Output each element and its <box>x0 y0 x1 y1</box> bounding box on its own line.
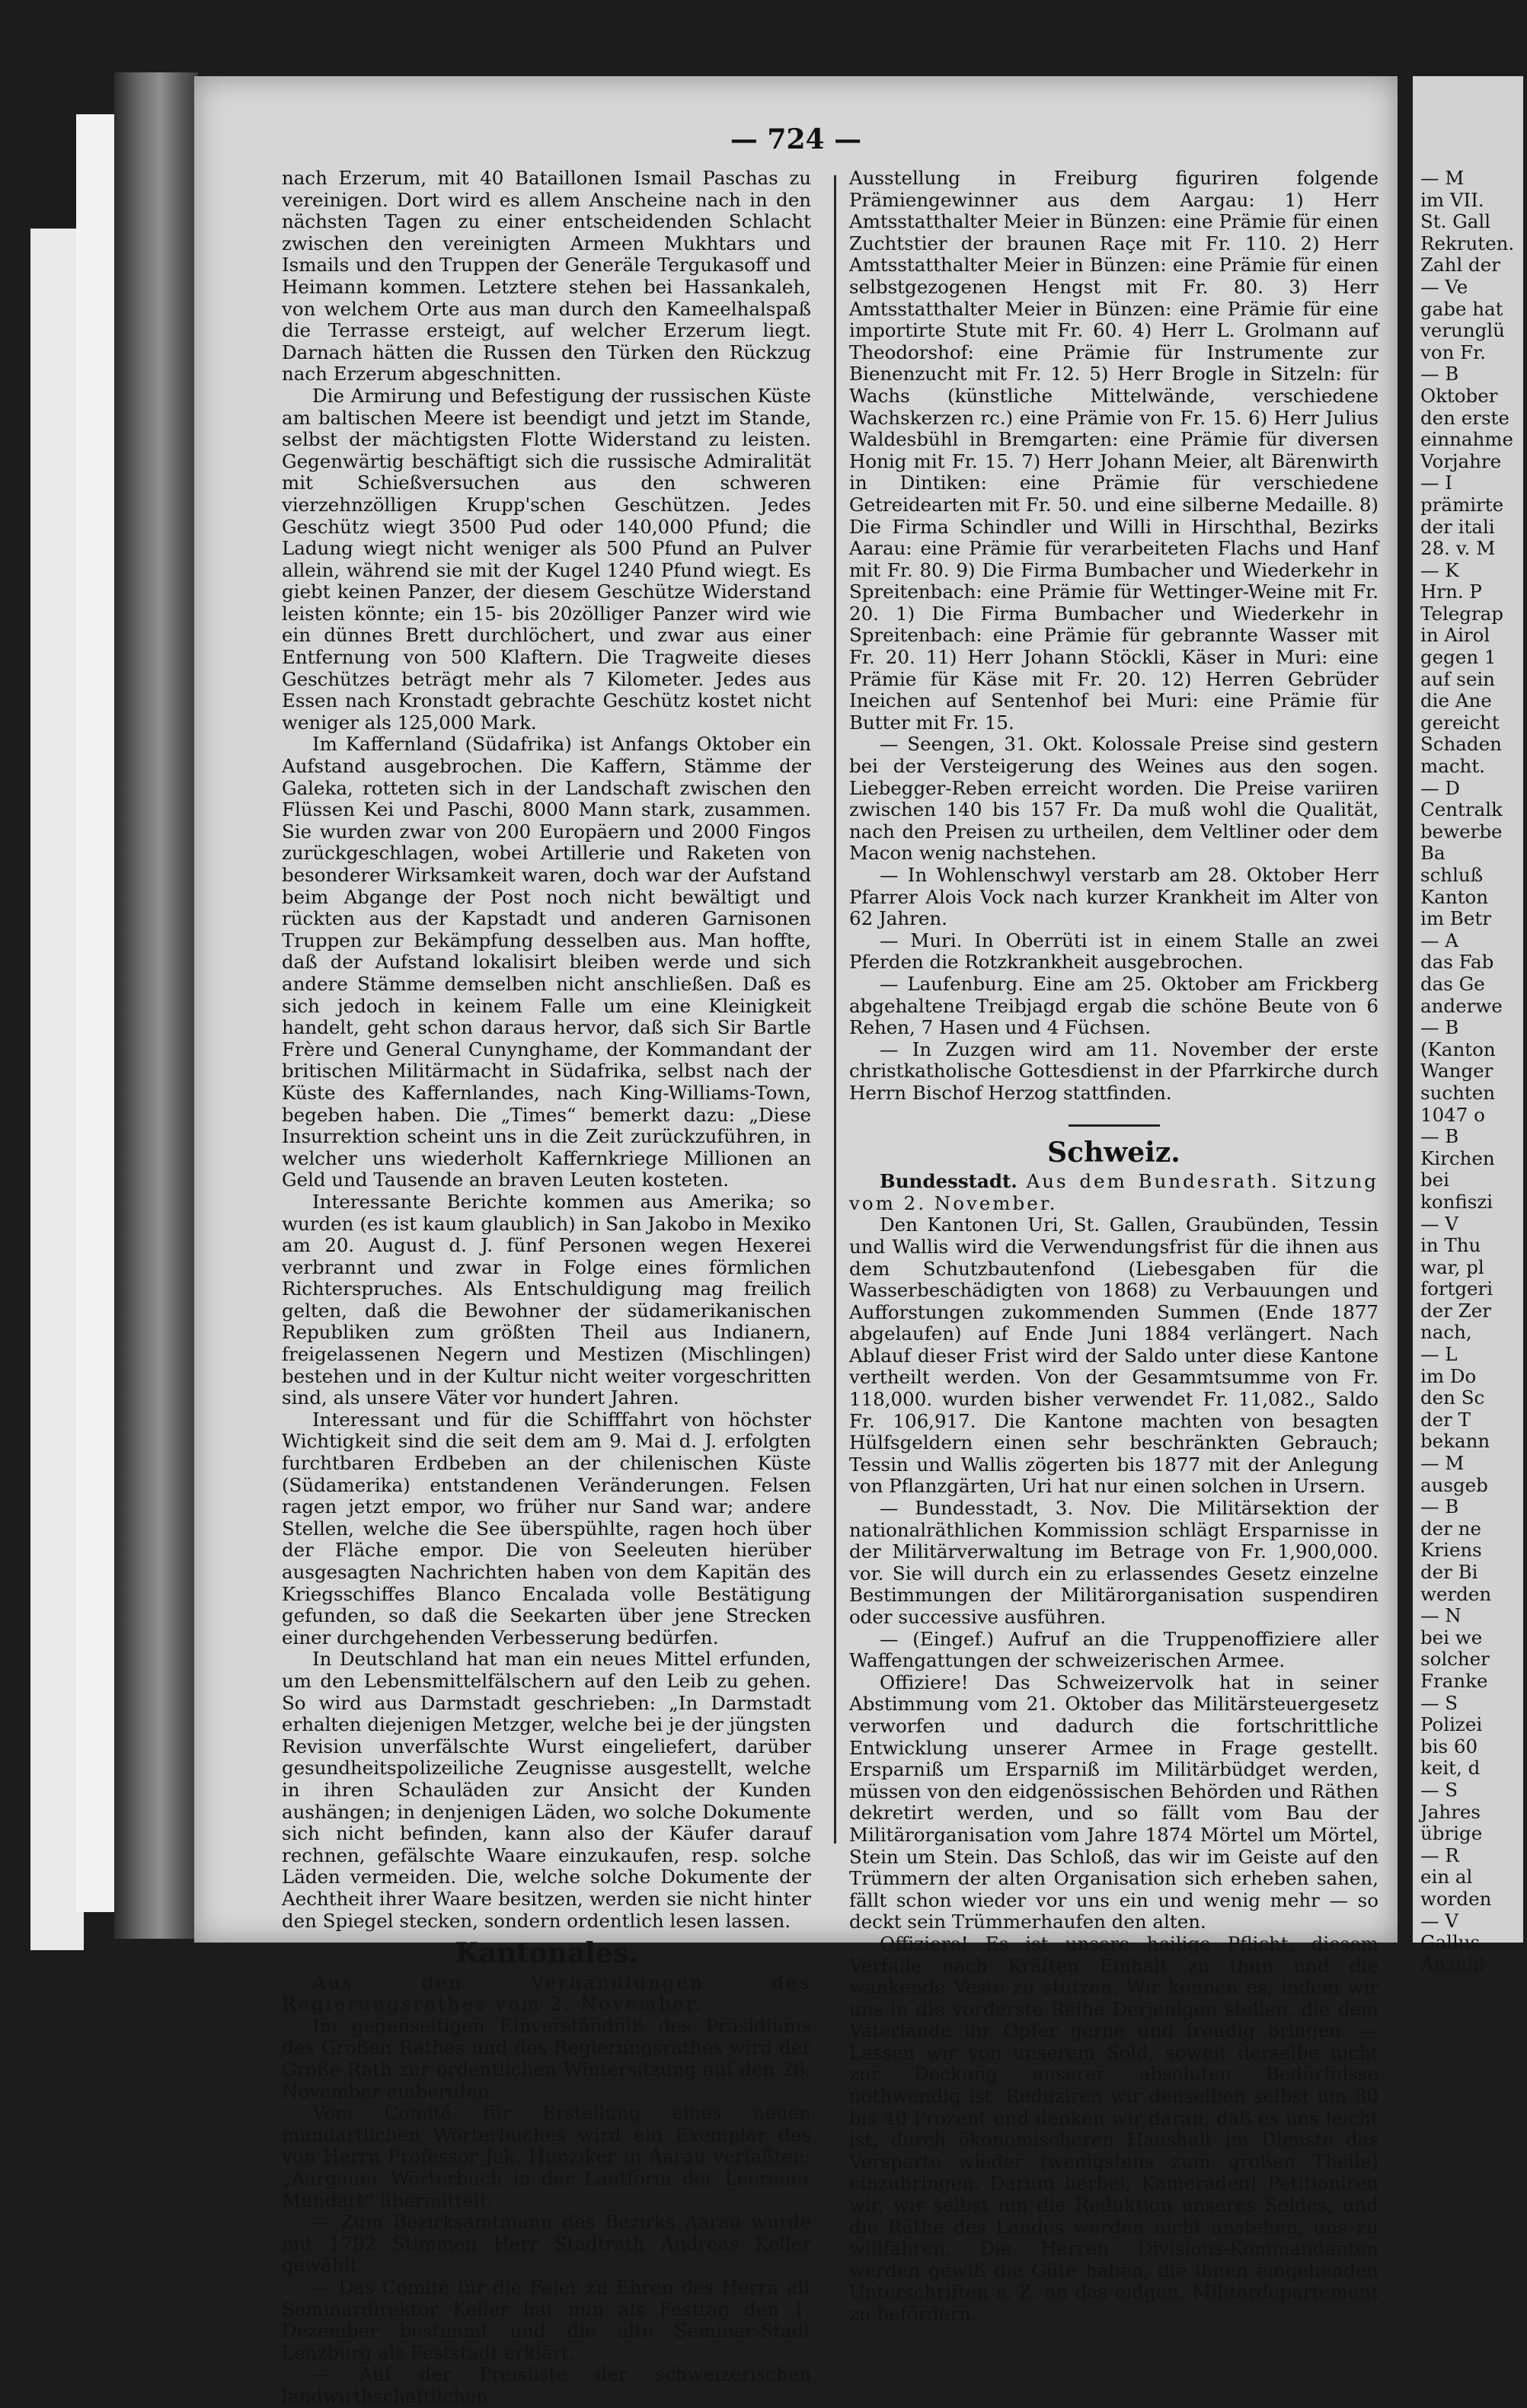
next-page-line: Kirchen <box>1420 1146 1495 1169</box>
article-paragraph: nach Erzerum, mit 40 Bataillonen Ismail Paschas zu vereinigen. Dort wird es allem Anscheine nach in den nächsten Tagen zu einer entscheidenden Schlacht zwischen den vereinigten Armeen Mukhtars und Ismails und den Truppen der Generäle Tergukasoff und Heimann kommen. Letztere stehen bei Hassankaleh, von welchem Orte aus man durch den Kameelhalspaß die Terrasse ersteigt, auf welcher Erzerum liegt. Darnach hätten die Russen den Türken den Rückzug nach Erzerum abgeschnitten. <box>282 167 811 385</box>
next-page-line: — V <box>1420 1909 1458 1932</box>
schweiz-articles <box>849 1214 1378 2325</box>
article-paragraph: Im Kaffernland (Südafrika) ist Anfangs Oktober ein Aufstand ausgebrochen. Die Kaffern, Stämme der Galeka, rotteten sich in der Landschaft zwischen den Flüssen Kei und Paschi, 8000 Mann stark, zusammen. Sie wurden zwar von 200 Europäern und 2000 Fingos zurückgeschlagen, wobei Artillerie und Raketen von besonderer Wirksamkeit waren, doch war der Aufstand beim Abgange der Post noch nicht bewältigt und rückten aus der Kapstadt und anderen Garnisonen Truppen zur Bekämpfung desselben aus. Man hoffte, daß der Aufstand lokalisirt bleiben werde und sich andere Stämme demselben nicht anschließen. Daß es sich jedoch in keinem Falle um eine Kleinigkeit handelt, geht schon daraus hervor, daß sich Sir Bartle Frère und General Cunynghame, der Kommandant der britischen Militärmacht in Südafrika, selbst nach der Küste des Kaffernlandes, nach King-Williams-Town, begeben haben. Die „Times“ bemerkt dazu: „Diese Insurrektion scheint uns in die Zeit zurückzuführen, in welcher uns wiederholt Kaffernkriege Millionen an Geld und Tausende an braven Leuten kosteten. <box>282 733 811 1191</box>
next-page-line: — S <box>1420 1778 1458 1801</box>
next-page-line: gereicht <box>1420 711 1500 734</box>
next-page-line: konfiszi <box>1420 1190 1493 1213</box>
next-page-line: — I <box>1420 472 1452 494</box>
next-page-line: Hrn. P <box>1420 580 1482 603</box>
page-number: — 724 — <box>730 123 862 155</box>
next-page-line: keit, d <box>1420 1757 1481 1780</box>
next-page-line: — D <box>1420 776 1460 799</box>
next-page-line: macht. <box>1420 755 1485 778</box>
kantonales-heading: Kantonales. <box>455 1937 638 1970</box>
next-page-line: Kriens <box>1420 1539 1482 1562</box>
next-page-line: im Betr <box>1420 907 1491 930</box>
next-page-line: Wanger <box>1420 1060 1493 1082</box>
next-page-line: Anzahl <box>1420 1952 1485 1975</box>
article-paragraph: — Laufenburg. Eine am 25. Oktober am Frickberg abgehaltene Treibjagd ergab die schöne Beute von 6 Rehen, 7 Hasen und 4 Füchsen. <box>849 972 1378 1039</box>
next-page-line: bei <box>1420 1169 1450 1191</box>
book-edge <box>114 72 198 1939</box>
article-paragraph: Interessant und für die Schifffahrt von höchster Wichtigkeit sind die seit dem am 9. Mai d. J. erfolgten furchtbaren Erdbeben an der chilenischen Küste (Südamerika) entstandenen Veränderungen. Felsen ragen jetzt empor, wo früher nur Sand war; andere Stellen, welche die See überspühlte, ragen hoch über der Fläche empor. Die von Seeleuten hierüber ausgesagten Nachrichten haben von dem Kapitän des Kriegsschiffes Blanco Encalada volle Bestätigung gefunden, so daß die Seekarten über jene Strecken einer durchgehenden Verbesserung bedürfen. <box>282 1408 811 1649</box>
next-page-line: der ne <box>1420 1517 1481 1540</box>
next-page-line: auf sein <box>1420 667 1495 690</box>
next-page-fragments <box>1420 168 1527 1975</box>
bundesstadt-subhead: Aus dem Bundesrath. Sitzung vom 2. November. <box>849 1170 1378 1214</box>
next-page-line: 1047 o <box>1420 1103 1485 1126</box>
next-page-line: — L <box>1420 1343 1458 1366</box>
next-page-line: Oktober <box>1420 384 1498 407</box>
next-page-line: Ba <box>1420 842 1446 865</box>
next-page-line: im VII. <box>1420 188 1484 211</box>
next-page-line: den Sc <box>1420 1386 1485 1409</box>
next-page-line: Centralk <box>1420 798 1503 821</box>
next-page-line: St. Gall <box>1420 210 1491 233</box>
next-page-line: der Zer <box>1420 1299 1491 1322</box>
next-page-line: der Bi <box>1420 1561 1478 1583</box>
next-page-line: — B <box>1420 363 1459 385</box>
newspaper-page <box>194 76 1398 2407</box>
next-page-line: schluß <box>1420 864 1484 886</box>
next-page-line: gegen 1 <box>1420 646 1497 669</box>
article-paragraph: — Zum Bezirksamtmann des Bezirks Aarau wurde mit 1782 Stimmen Herr Stadtrath Andreas Keller gewählt. <box>282 2211 811 2277</box>
next-page-line: nach, <box>1420 1321 1472 1344</box>
next-page-line: der T <box>1420 1408 1471 1431</box>
next-page-line: übrige <box>1420 1822 1483 1845</box>
next-page-line: — S <box>1420 1691 1458 1714</box>
next-page-line: — A <box>1420 929 1458 951</box>
kantonales-subhead: Aus den Verhandlungen des Regierungsrathes vom 2. November. <box>282 1971 811 2016</box>
next-page-line: die Ane <box>1420 689 1492 712</box>
next-page-line: solcher <box>1420 1648 1490 1671</box>
article-paragraph: Interessante Berichte kommen aus Amerika; so wurden (es ist kaum glaublich) in San Jakobo in Mexiko am 20. August d. J. fünf Personen wegen Hexerei verbrannt und zwar in Folge eines förmlichen Richterspruches. Als Entschuldigung mag freilich gelten, daß die Bewohner der südamerikanischen Republiken zum größten Theil aus Indianern, freigelassenen Negern und Mestizen (Mischlingen) bestehen und in der Kultur nicht weiter vorgeschritten sind, als unsere Väter vor hundert Jahren. <box>282 1190 811 1409</box>
next-page-line: ausgeb <box>1420 1473 1488 1496</box>
right-column-articles <box>849 168 1378 1105</box>
column-rule <box>834 175 836 1844</box>
section-divider <box>1069 1124 1160 1127</box>
next-page-line: Gallus <box>1420 1931 1481 1954</box>
next-page-line: den erste <box>1420 406 1509 429</box>
left-column-articles <box>282 168 811 1932</box>
next-page-line: — B <box>1420 1125 1459 1148</box>
next-page-line: — K <box>1420 558 1459 581</box>
next-page-line: von Fr. <box>1420 341 1486 363</box>
next-page-line: suchten <box>1420 1081 1495 1104</box>
next-page-line: ein al <box>1420 1866 1473 1888</box>
next-page-line: Zahl der <box>1420 254 1500 277</box>
article-paragraph: In Deutschland hat man ein neues Mittel erfunden, um den Lebensmittelfälschern auf den Leib zu gehen. So wird aus Darmstadt geschrieben: „In Darmstadt erhalten diejenigen Metzger, welche bei je der jüngsten Revision unverfälschte Wurst eingeliefert, darüber gesundheitspolizeiliche Zeugnisse ausgestellt, welche in ihren Schauläden zur Ansicht der Kunden aushängen; in denjenigen Läden, wo solche Dokumente sich nicht befinden, kann also der Käufer darauf rechnen, gefälschte Waare einzukaufen, resp. solche Läden vermeiden. Die, welche solche Dokumente der Aechtheit ihrer Waare besitzen, werden sie nicht hinter den Spiegel stecken, sondern ordentlich lesen lassen. <box>282 1648 811 1932</box>
article-paragraph: Offiziere! Es ist unsere heilige Pflicht, diesem Verfalle nach Kräften Einhalt zu thun und die wankende Veste zu stützen. Wir können es, indem wir uns in die vorderste Reihe Derjenigen stellen, die dem Vaterlande ihr Opfer gerne und freudig bringen. — Lassen wir von unserem Sold, soweit derselbe nicht zur Deckung unserer absoluten Bedürfnisse nothwendig ist. Reduziren wir denselben selbst um 30 bis 40 Prozent und denken wir daran, daß es uns leicht ist, durch ökonomischeren Haushalt im Dienste das Versparte wieder (wenigstens zum großen Theile) einzubringen. Darum herbei, Kameraden! Petitioniren wir, wir selbst um die Reduktion unseres Soldes, und die Räthe des Landes werden nicht anstehen, uns zu willfahren. Die Herren Divisions-Kommandanten werden gewiß die Güte haben, die ihnen eingehenden Unterschriften s. Z. an das eidgen. Militärdepartement zu befördern. <box>849 1932 1378 2325</box>
article-paragraph: Den Kantonen Uri, St. Gallen, Graubünden, Tessin und Wallis wird die Verwendungsfrist für die ihnen aus dem Schutzbautenfond (Liebesgaben für die Wasserbeschädigten von 1868) zu Verbauungen und Aufforstungen zukommenden Summen (Ende 1877 abgelaufen) auf Ende Juni 1884 verlängert. Nach Ablauf dieser Frist wird der Saldo unter diese Kantone vertheilt werden. Von der Gesammtsumme von Fr. 118,000. wurden bisher verwendet Fr. 11,082., Saldo Fr. 106,917. Die Kantone machten von besagten Hülfsgeldern einen sehr beschränkten Gebrauch; Tessin und Wallis zögerten bis 1877 mit der Anlegung von Pflanzgärten, Uri hat nur einen solchen in Ursern. <box>849 1214 1378 1498</box>
next-page-line: — M <box>1420 1452 1465 1475</box>
next-page-line: worden <box>1420 1887 1492 1910</box>
next-page-line: — N <box>1420 1604 1462 1627</box>
next-page-line: anderwe <box>1420 994 1503 1017</box>
next-page-line: werden <box>1420 1582 1492 1605</box>
next-page-line: in Airol <box>1420 624 1490 647</box>
next-page-line: in Thu <box>1420 1234 1481 1257</box>
next-page-line: Vorjahre <box>1420 449 1502 472</box>
next-page-line: Polizei <box>1420 1713 1483 1736</box>
next-page-line: bekann <box>1420 1430 1490 1453</box>
next-page-line: bei we <box>1420 1626 1483 1649</box>
next-page-line: gabe hat <box>1420 297 1503 320</box>
bundesstadt-head: Bundesstadt. <box>880 1170 1017 1193</box>
article-paragraph: Die Armirung und Befestigung der russischen Küste am baltischen Meere ist beendigt und jetzt im Stande, selbst der mächtigsten Flotte Widerstand zu leisten. Gegenwärtig beschäftigt sich die russische Admiralität mit Schießversuchen aus den schweren vierzehnzölligen Krupp'schen Geschützen. Jedes Geschütz wiegt 3500 Pud oder 140,000 Pfund; die Ladung wiegt nicht weniger als 500 Pfund an Pulver allein, während sie mit der Kugel 1240 Pfund wiegt. Es giebt keinen Panzer, der diesem Geschütze Widerstand leisten könnte; ein 15- bis 20zölliger Panzer wird wie ein dünnes Brett durchlöchert, und zwar aus einer Entfernung von 500 Klaftern. Die Tragweite dieses Geschützes beträgt mehr als 7 Kilometer. Jedes aus Essen nach Kronstadt gebrachte Geschütz kostet nicht weniger als 125,000 Mark. <box>282 384 811 734</box>
next-page-line: bis 60 <box>1420 1735 1478 1757</box>
left-column <box>282 168 811 2408</box>
next-page-line: (Kanton <box>1420 1038 1496 1060</box>
next-page-line: bewerbe <box>1420 820 1503 843</box>
next-page-line: Kanton <box>1420 885 1489 908</box>
next-page-line: — R <box>1420 1844 1459 1866</box>
next-page-line: war, pl <box>1420 1255 1484 1278</box>
article-paragraph: — Bundesstadt, 3. Nov. Die Militärsektion der nationalräthlichen Kommission schlägt Ersparnisse in der Militärverwaltung im Betrage von Fr. 1,900,000. vor. Sie will durch ein zu erlassendes Gesetz einzelne Bestimmungen der Militärorganisation suspendiren oder successive ausführen. <box>849 1497 1378 1628</box>
article-paragraph: Ausstellung in Freiburg figuriren folgende Prämiengewinner aus dem Aargau: 1) Herr Amtsstatthalter Meier in Bünzen: eine Prämie für einen Zuchtstier der braunen Raçe mit Fr. 110. 2) Herr Amtsstatthalter Meier in Bünzen: eine Prämie für einen selbstgezogenen Hengst mit Fr. 80. 3) Herr Amtsstatthalter Meier in Bünzen: eine Prämie für eine importirte Stute mit Fr. 60. 4) Herr L. Grolmann auf Theodorshof: eine Prämie für Instrumente zur Bienenzucht mit Fr. 12. 5) Herr Brogle in Sitzeln: für Wachs (künstliche Mittelwände, verschiedene Wachskerzen rc.) eine Prämie von Fr. 15. 6) Herr Julius Waldesbühl in Bremgarten: eine Prämie für diversen Honig mit Fr. 15. 7) Herr Johann Meier, alt Bärenwirth in Dintiken: eine Prämie für verschiedene Getreidearten mit Fr. 50. und eine silberne Medaille. 8) Die Firma Schindler und Willi in Hirschthal, Bezirks Aarau: eine Prämie für verarbeiteten Flachs und Hanf mit Fr. 80. 9) Die Firma Bumbacher und Wiederkehr in Spreitenbach: eine Prämie für Wettinger-Weine mit Fr. 20. 1) Die Firma Bumbacher und Wiederkehr in Spreitenbach: eine Prämie für gebrannte Wasser mit Fr. 20. 11) Herr Johann Stöckli, Käser in Muri: eine Prämie für Käse mit Fr. 20. 12) Herren Gebrüder Ineichen auf Sentenhof bei Muri: eine Prämie für Butter mit Fr. 15. <box>849 167 1378 734</box>
schweiz-heading: Schweiz. <box>1047 1136 1180 1169</box>
next-page-line: das Ge <box>1420 972 1485 995</box>
next-page-line: der itali <box>1420 515 1495 538</box>
next-page-line: Rekruten. <box>1420 232 1515 254</box>
article-paragraph: — Auf der Preisliste der schweizerischen landwirthschaftlichen <box>282 2363 811 2407</box>
article-paragraph: — Muri. In Oberrüti ist in einem Stalle an zwei Pferden die Rotzkrankheit ausgebrochen. <box>849 929 1378 974</box>
next-page-line: — Ve <box>1420 275 1468 298</box>
next-page-line: das Fab <box>1420 951 1494 974</box>
next-page-line: Schaden <box>1420 733 1502 756</box>
next-page-line: prämirte <box>1420 493 1504 516</box>
next-page-line: einnahme <box>1420 428 1514 451</box>
article-paragraph: — In Wohlenschwyl verstarb am 28. Oktober Herr Pfarrer Alois Vock nach kurzer Krankheit im Alter von 62 Jahren. <box>849 864 1378 930</box>
next-page-line: Franke <box>1420 1669 1488 1692</box>
next-page-line: verunglü <box>1420 319 1505 342</box>
article-paragraph: Offiziere! Das Schweizervolk hat in seiner Abstimmung vom 21. Oktober das Militärsteuergesetz verworfen und dadurch die fortschrittliche Entwicklung unserer Armee in Frage gestellt. Ersparniß um Ersparniß im Militärbüdget werden, müssen von den eidgenössischen Behörden und Räthen dekretirt werden, und so fällt vom Bau der Militärorganisation vom Jahre 1874 Mörtel um Mörtel, Stein um Stein. Das Schloß, das wir im Geiste auf den Trümmern der alten Organisation sich erheben sahen, fällt schon wieder vor uns ein und wenig mehr — so deckt sein Trümmerhaufen den alten. <box>849 1671 1378 1933</box>
article-paragraph: — (Eingef.) Aufruf an die Truppenoffiziere aller Waffengattungen der schweizerischen Armee. <box>849 1627 1378 1672</box>
next-page-line: — B <box>1420 1016 1459 1039</box>
next-page-line: Telegrap <box>1420 602 1503 625</box>
article-paragraph: Im gegenseitigen Einverständniß des Präsidiums des Großen Rathes und des Regierungsrathes wird der Große Rath zur ordentlichen Wintersitzung auf den 26. November einberufen. <box>282 2014 811 2103</box>
next-page-line: Jahres <box>1420 1800 1481 1823</box>
right-column <box>849 168 1378 2326</box>
next-page-line: — V <box>1420 1212 1458 1235</box>
next-page-line: im Do <box>1420 1364 1477 1387</box>
article-paragraph: Vom Comité für Erstellung eines neuen mundartlichen Wörterbuches wird ein Exemplar des von Herrn Professor Jak. Hunziker in Aarau verfaßten: „Aargauer Wörterbuch in der Lautform der Leerauer Mundart“ übermittelt. <box>282 2102 811 2211</box>
article-paragraph: — Seengen, 31. Okt. Kolossale Preise sind gestern bei der Versteigerung des Weines aus den sogen. Liebegger-Reben erreicht worden. Die Preise variiren zwischen 140 bis 157 Fr. Da muß wohl die Qualität, nach den Preisen zu urtheilen, dem Veltliner oder dem Macon wenig nachstehen. <box>849 733 1378 865</box>
article-paragraph: — In Zuzgen wird am 11. November der erste christkatholische Gottesdienst in der Pfarrkirche durch Herrn Bischof Herzog stattfinden. <box>849 1038 1378 1104</box>
next-page-line: 28. v. M <box>1420 537 1496 560</box>
article-paragraph: — Das Comité für die Feier zu Ehren des Herrn alt Seminardirektor Keller hat nun als Festtag den 1. Dezember bestimmt und die alte Seminar-Stadt Lenzburg als Feststadt erklärt. <box>282 2276 811 2364</box>
next-page-line: — B <box>1420 1495 1459 1518</box>
next-page-line: fortgeri <box>1420 1278 1493 1300</box>
kantonales-articles <box>282 2016 811 2408</box>
next-page-edge <box>1413 76 1523 1975</box>
next-page-line: — M <box>1420 167 1465 189</box>
